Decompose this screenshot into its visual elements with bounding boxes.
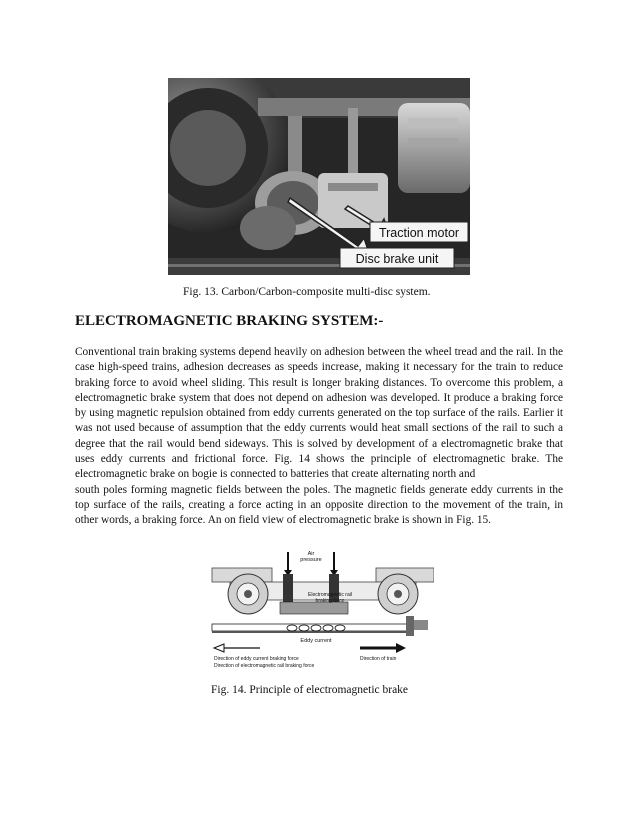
label-eddy-current: Eddy current (300, 638, 332, 644)
figure-14-caption: Fig. 14. Principle of electromagnetic brake (211, 684, 409, 696)
label-traction-motor: Traction motor (378, 226, 460, 240)
braking-force-arrow (214, 644, 260, 652)
left-wheel (228, 574, 268, 614)
brake-photo-illustration (168, 78, 470, 275)
right-wheel (378, 574, 418, 614)
label-direction-of-train: Direction of train (360, 656, 397, 662)
body-paragraph (75, 345, 563, 529)
label-rail-force-2: braking force (315, 598, 345, 604)
body-paragraph-part-1: Conventional train braking systems depend heavily on adhesion between the wheel tread and the rail. In the case high-speed trains, adhesion decreases as speeds increase, making it necessary for the train to reduce braking force to avoid wheel sliding. This result is longer braking distances. To overcome this problem, a electromagnetic brake system that does not depend on adhesion was developed. It produce a braking force by using magnetic repulsion obtained from eddy currents generated on the top surface of the rails. Earlier it was not used because of assumption that the eddy currents would heat small sections of the rail to such a degree that the rail would bend sideways. This is solved by development of a electromagnetic brake that uses eddy currents and frictional force. Fig. 14 shows the principle of electromagnetic brake. The electromagnetic brake on bogie is connected to batteries that create alternating north and (75, 346, 563, 481)
label-rail-force-1: Electromagnetic rail (308, 592, 352, 598)
figure-14-diagram (210, 548, 434, 672)
legend-rail-braking-force: Direction of electromagnetic rail braking force (214, 663, 315, 669)
section-heading: ELECTROMAGNETIC BRAKING SYSTEM:- (75, 313, 384, 329)
label-disc-brake-unit: Disc brake unit (355, 252, 439, 266)
legend-eddy-braking-force: Direction of eddy current braking force (214, 656, 299, 662)
label-pressure: pressure (300, 557, 322, 563)
figure-13-photo (168, 78, 470, 275)
body-paragraph-part-2: south poles forming magnetic fields between the poles. The magnetic fields generate eddy currents in the top surface of the rails, creating a force acting in an opposite direction to the movement of the train, in other words, a braking force. An on field view of electromagnetic brake is shown in Fig. 15. (75, 483, 563, 527)
label-air: Air (307, 551, 315, 557)
figure-13-caption: Fig. 13. Carbon/Carbon-composite multi-disc system. (183, 286, 431, 298)
train-direction-arrow (360, 643, 406, 653)
